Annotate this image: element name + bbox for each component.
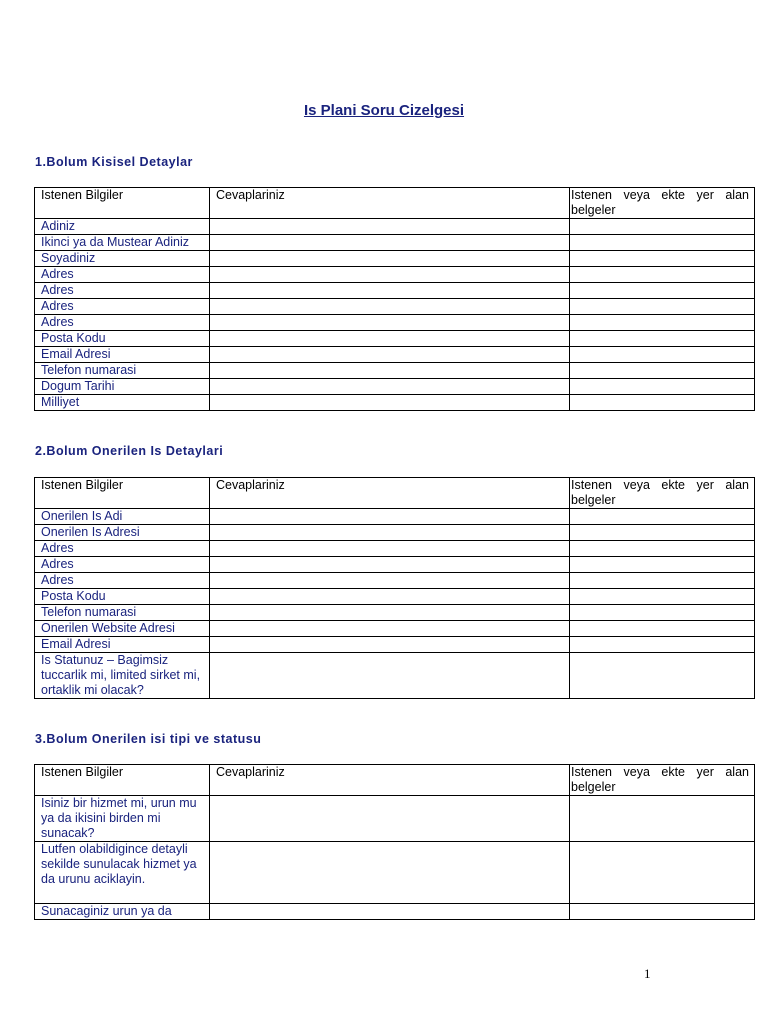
answer-cell[interactable] bbox=[210, 347, 570, 363]
row-label: Email Adresi bbox=[35, 637, 210, 653]
header-documents: Istenen veya ekte yer alan belgeler bbox=[570, 478, 755, 509]
answer-cell[interactable] bbox=[210, 283, 570, 299]
section-1-heading: 1.Bolum Kisisel Detaylar bbox=[35, 155, 193, 169]
header-requested-info: Istenen Bilgiler bbox=[35, 188, 210, 219]
table-row bbox=[35, 605, 755, 621]
row-label: Adres bbox=[35, 299, 210, 315]
row-label: Telefon numarasi bbox=[35, 605, 210, 621]
table-row bbox=[35, 347, 755, 363]
documents-cell[interactable] bbox=[570, 842, 755, 904]
row-label: Isiniz bir hizmet mi, urun mu ya da ikisini birden mi sunacak? bbox=[35, 796, 210, 842]
answer-cell[interactable] bbox=[210, 653, 570, 699]
documents-cell[interactable] bbox=[570, 283, 755, 299]
header-answers: Cevaplariniz bbox=[210, 188, 570, 219]
table-row bbox=[35, 331, 755, 347]
table-row bbox=[35, 283, 755, 299]
answer-cell[interactable] bbox=[210, 219, 570, 235]
table-row bbox=[35, 557, 755, 573]
table-row bbox=[35, 637, 755, 653]
answer-cell[interactable] bbox=[210, 541, 570, 557]
row-label: Posta Kodu bbox=[35, 589, 210, 605]
table-row bbox=[35, 653, 755, 699]
documents-cell[interactable] bbox=[570, 315, 755, 331]
table-row bbox=[35, 573, 755, 589]
row-label: Adiniz bbox=[35, 219, 210, 235]
documents-cell[interactable] bbox=[570, 395, 755, 411]
row-label: Posta Kodu bbox=[35, 331, 210, 347]
documents-cell[interactable] bbox=[570, 796, 755, 842]
answer-cell[interactable] bbox=[210, 235, 570, 251]
documents-cell[interactable] bbox=[570, 621, 755, 637]
row-label: Dogum Tarihi bbox=[35, 379, 210, 395]
row-label: Sunacaginiz urun ya da bbox=[35, 904, 210, 920]
answer-cell[interactable] bbox=[210, 251, 570, 267]
section-3-heading: 3.Bolum Onerilen isi tipi ve statusu bbox=[35, 732, 262, 746]
answer-cell[interactable] bbox=[210, 395, 570, 411]
row-label: Adres bbox=[35, 541, 210, 557]
documents-cell[interactable] bbox=[570, 267, 755, 283]
documents-cell[interactable] bbox=[570, 904, 755, 920]
answer-cell[interactable] bbox=[210, 605, 570, 621]
table-row bbox=[35, 589, 755, 605]
row-label: Adres bbox=[35, 557, 210, 573]
documents-cell[interactable] bbox=[570, 347, 755, 363]
answer-cell[interactable] bbox=[210, 363, 570, 379]
documents-cell[interactable] bbox=[570, 379, 755, 395]
table-row bbox=[35, 509, 755, 525]
header-requested-info: Istenen Bilgiler bbox=[35, 478, 210, 509]
answer-cell[interactable] bbox=[210, 621, 570, 637]
row-label: Milliyet bbox=[35, 395, 210, 411]
table-row bbox=[35, 315, 755, 331]
answer-cell[interactable] bbox=[210, 315, 570, 331]
table-row bbox=[35, 621, 755, 637]
row-label: Adres bbox=[35, 573, 210, 589]
answer-cell[interactable] bbox=[210, 637, 570, 653]
answer-cell[interactable] bbox=[210, 509, 570, 525]
documents-cell[interactable] bbox=[570, 525, 755, 541]
table-row bbox=[35, 904, 755, 920]
documents-cell[interactable] bbox=[570, 235, 755, 251]
table-row bbox=[35, 363, 755, 379]
table-row bbox=[35, 251, 755, 267]
header-answers: Cevaplariniz bbox=[210, 478, 570, 509]
answer-cell[interactable] bbox=[210, 842, 570, 904]
answer-cell[interactable] bbox=[210, 379, 570, 395]
answer-cell[interactable] bbox=[210, 573, 570, 589]
documents-cell[interactable] bbox=[570, 541, 755, 557]
header-documents: Istenen veya ekte yer alan belgeler bbox=[570, 765, 755, 796]
row-label: Adres bbox=[35, 267, 210, 283]
row-label: Lutfen olabildigince detayli sekilde sunulacak hizmet ya da urunu aciklayin. bbox=[35, 842, 210, 904]
table-row bbox=[35, 796, 755, 842]
documents-cell[interactable] bbox=[570, 589, 755, 605]
table-row bbox=[35, 541, 755, 557]
documents-cell[interactable] bbox=[570, 299, 755, 315]
table-header-row bbox=[35, 765, 755, 796]
documents-cell[interactable] bbox=[570, 509, 755, 525]
table-header-row bbox=[35, 188, 755, 219]
document-title: Is Plani Soru Cizelgesi bbox=[303, 102, 465, 119]
table-row bbox=[35, 235, 755, 251]
answer-cell[interactable] bbox=[210, 904, 570, 920]
section-1-table bbox=[34, 187, 755, 411]
row-label: Soyadiniz bbox=[35, 251, 210, 267]
table-row bbox=[35, 219, 755, 235]
documents-cell[interactable] bbox=[570, 605, 755, 621]
documents-cell[interactable] bbox=[570, 653, 755, 699]
table-header-row bbox=[35, 478, 755, 509]
row-label: Onerilen Is Adresi bbox=[35, 525, 210, 541]
documents-cell[interactable] bbox=[570, 557, 755, 573]
documents-cell[interactable] bbox=[570, 573, 755, 589]
section-2-table bbox=[34, 477, 755, 699]
documents-cell[interactable] bbox=[570, 637, 755, 653]
answer-cell[interactable] bbox=[210, 331, 570, 347]
row-label: Onerilen Is Adi bbox=[35, 509, 210, 525]
row-label: Onerilen Website Adresi bbox=[35, 621, 210, 637]
answer-cell[interactable] bbox=[210, 267, 570, 283]
page-number: 1 bbox=[644, 966, 651, 981]
table-row bbox=[35, 299, 755, 315]
row-label: Telefon numarasi bbox=[35, 363, 210, 379]
documents-cell[interactable] bbox=[570, 363, 755, 379]
answer-cell[interactable] bbox=[210, 557, 570, 573]
documents-cell[interactable] bbox=[570, 219, 755, 235]
row-label: Email Adresi bbox=[35, 347, 210, 363]
table-row bbox=[35, 842, 755, 904]
table-row bbox=[35, 395, 755, 411]
answer-cell[interactable] bbox=[210, 525, 570, 541]
documents-cell[interactable] bbox=[570, 331, 755, 347]
row-label: Is Statunuz – Bagimsiz tuccarlik mi, limited sirket mi, ortaklik mi olacak? bbox=[35, 653, 210, 699]
row-label: Ikinci ya da Mustear Adiniz bbox=[35, 235, 210, 251]
documents-cell[interactable] bbox=[570, 251, 755, 267]
header-documents: Istenen veya ekte yer alan belgeler bbox=[570, 188, 755, 219]
table-row bbox=[35, 379, 755, 395]
answer-cell[interactable] bbox=[210, 299, 570, 315]
section-3-table bbox=[34, 764, 755, 920]
header-answers: Cevaplariniz bbox=[210, 765, 570, 796]
table-row bbox=[35, 267, 755, 283]
section-2-heading: 2.Bolum Onerilen Is Detaylari bbox=[35, 444, 224, 458]
answer-cell[interactable] bbox=[210, 796, 570, 842]
header-requested-info: Istenen Bilgiler bbox=[35, 765, 210, 796]
table-row bbox=[35, 525, 755, 541]
row-label: Adres bbox=[35, 315, 210, 331]
answer-cell[interactable] bbox=[210, 589, 570, 605]
row-label: Adres bbox=[35, 283, 210, 299]
